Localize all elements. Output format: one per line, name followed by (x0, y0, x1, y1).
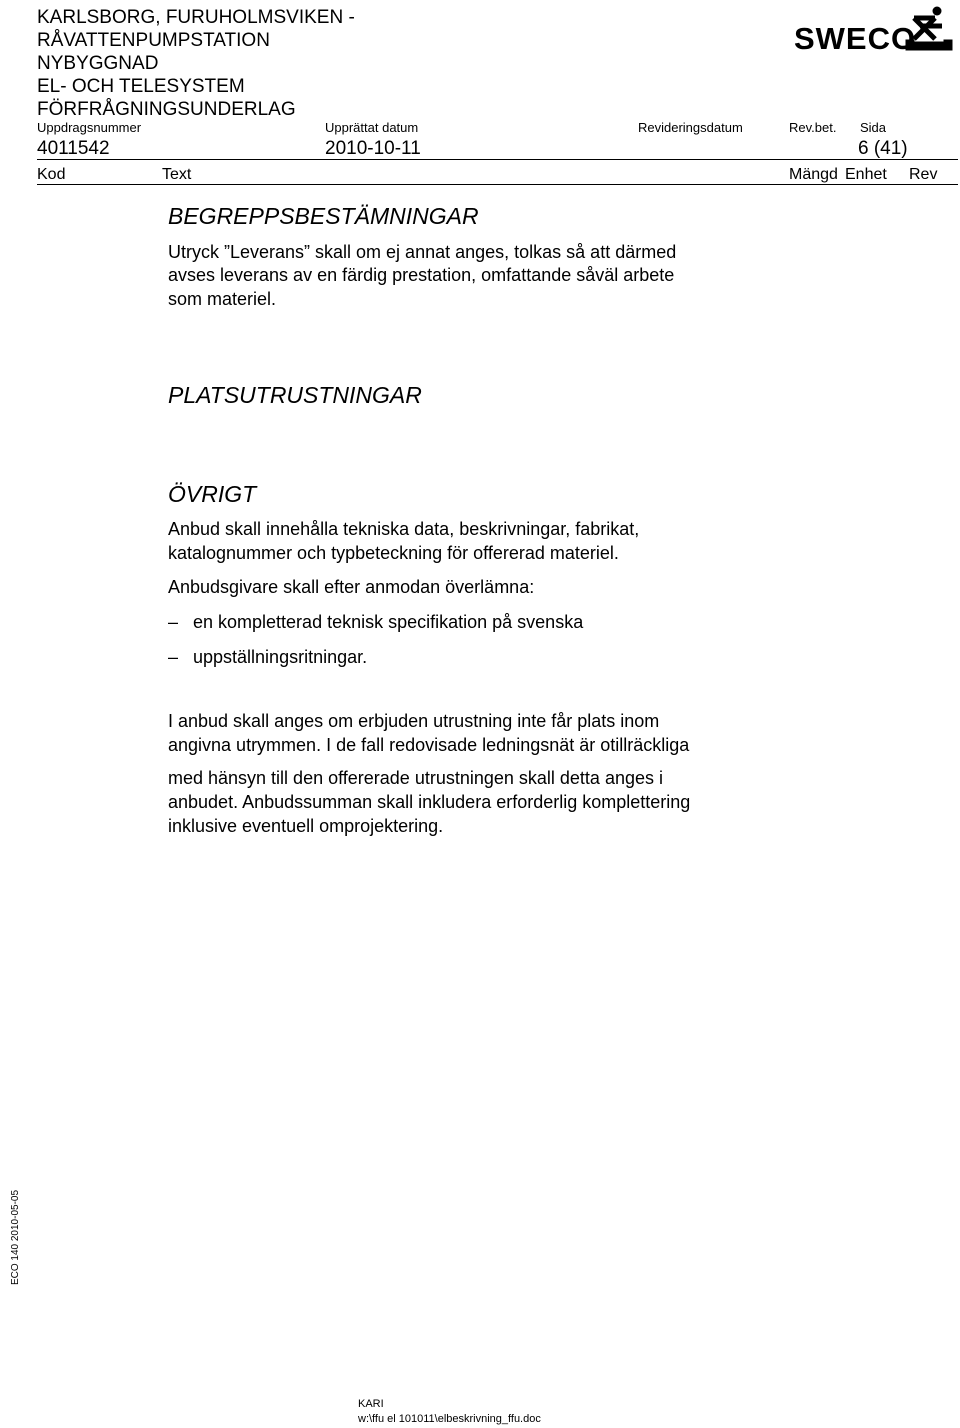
list-item-2 (168, 647, 367, 668)
paragraph-1-line-3: som materiel. (168, 289, 277, 309)
footer-file-path: w:\ffu el 101011\elbeskrivning_ffu.doc (358, 1413, 541, 1425)
paragraph-4-line-2: angivna utrymmen. I de fall redovisade ledningsnät är otillräckliga (168, 735, 690, 755)
paragraph-2-line-1: Anbud skall innehålla tekniska data, beskrivningar, fabrikat, (168, 519, 640, 539)
column-text: Text (162, 166, 192, 183)
paragraph-4-line-1: I anbud skall anges om erbjuden utrustning inte får plats inom (168, 711, 660, 731)
paragraph-3: Anbudsgivare skall efter anmodan överlämna: (168, 577, 535, 597)
heading-platsutrustningar: PLATSUTRUSTNINGAR (168, 382, 422, 408)
title-line-1: KARLSBORG, FURUHOLMSVIKEN - (37, 7, 355, 28)
paragraph-1-line-1: Utryck ”Leverans” skall om ej annat anges, tolkas så att därmed (168, 242, 677, 262)
value-upprattat-datum: 2010-10-11 (325, 138, 421, 159)
paragraph-5-line-2: anbudet. Anbudssumman skall inkludera erforderlig komplettering (168, 792, 691, 812)
value-sida: 6 (41) (858, 138, 908, 159)
paragraph-5-line-1: med hänsyn till den offererade utrustningen skall detta anges i (168, 768, 663, 788)
label-revbet: Rev.bet. (789, 120, 837, 135)
paragraph-5-line-3: inklusive eventuell omprojektering. (168, 816, 444, 836)
heading-ovrigt: ÖVRIGT (168, 481, 257, 507)
dash-bullet-icon: – (168, 647, 179, 667)
header-divider-bottom (37, 184, 958, 185)
list-item-2-text: uppställningsritningar. (193, 647, 368, 667)
footer-author: KARI (358, 1398, 384, 1410)
side-document-code: ECO 140 2010-05-05 (10, 1189, 22, 1286)
dash-bullet-icon: – (168, 612, 179, 632)
list-item-1 (168, 612, 583, 633)
value-uppdragsnummer: 4011542 (37, 138, 110, 159)
column-enhet: Enhet (845, 166, 887, 183)
sweco-logo-graphic (794, 4, 954, 52)
paragraph-1-line-2: avses leverans av en färdig prestation, omfattande såväl arbete (168, 265, 675, 285)
column-rev: Rev (909, 166, 938, 183)
list-item-1-text: en kompletterad teknisk specifikation på svenska (193, 612, 584, 632)
title-line-3: NYBYGGNAD (37, 53, 159, 74)
title-line-2: RÅVATTENPUMPSTATION (37, 30, 270, 51)
label-revideringsdatum: Revideringsdatum (638, 120, 743, 135)
header-divider-top (37, 159, 958, 160)
label-sida: Sida (860, 120, 887, 135)
column-kod: Kod (37, 166, 66, 183)
heading-begreppsbestamningar: BEGREPPSBESTÄMNINGAR (168, 203, 479, 229)
sweco-logo-text: SWECO (794, 21, 917, 52)
label-upprattat-datum: Upprättat datum (325, 120, 419, 135)
paragraph-2-line-2: katalognummer och typbeteckning för offererad materiel. (168, 543, 619, 563)
title-line-4: EL- OCH TELESYSTEM (37, 76, 245, 97)
column-mangd: Mängd (789, 166, 838, 183)
title-line-5: FÖRFRÅGNINGSUNDERLAG (37, 99, 296, 120)
sweco-logo (794, 4, 954, 57)
label-uppdragsnummer: Uppdragsnummer (37, 120, 142, 135)
